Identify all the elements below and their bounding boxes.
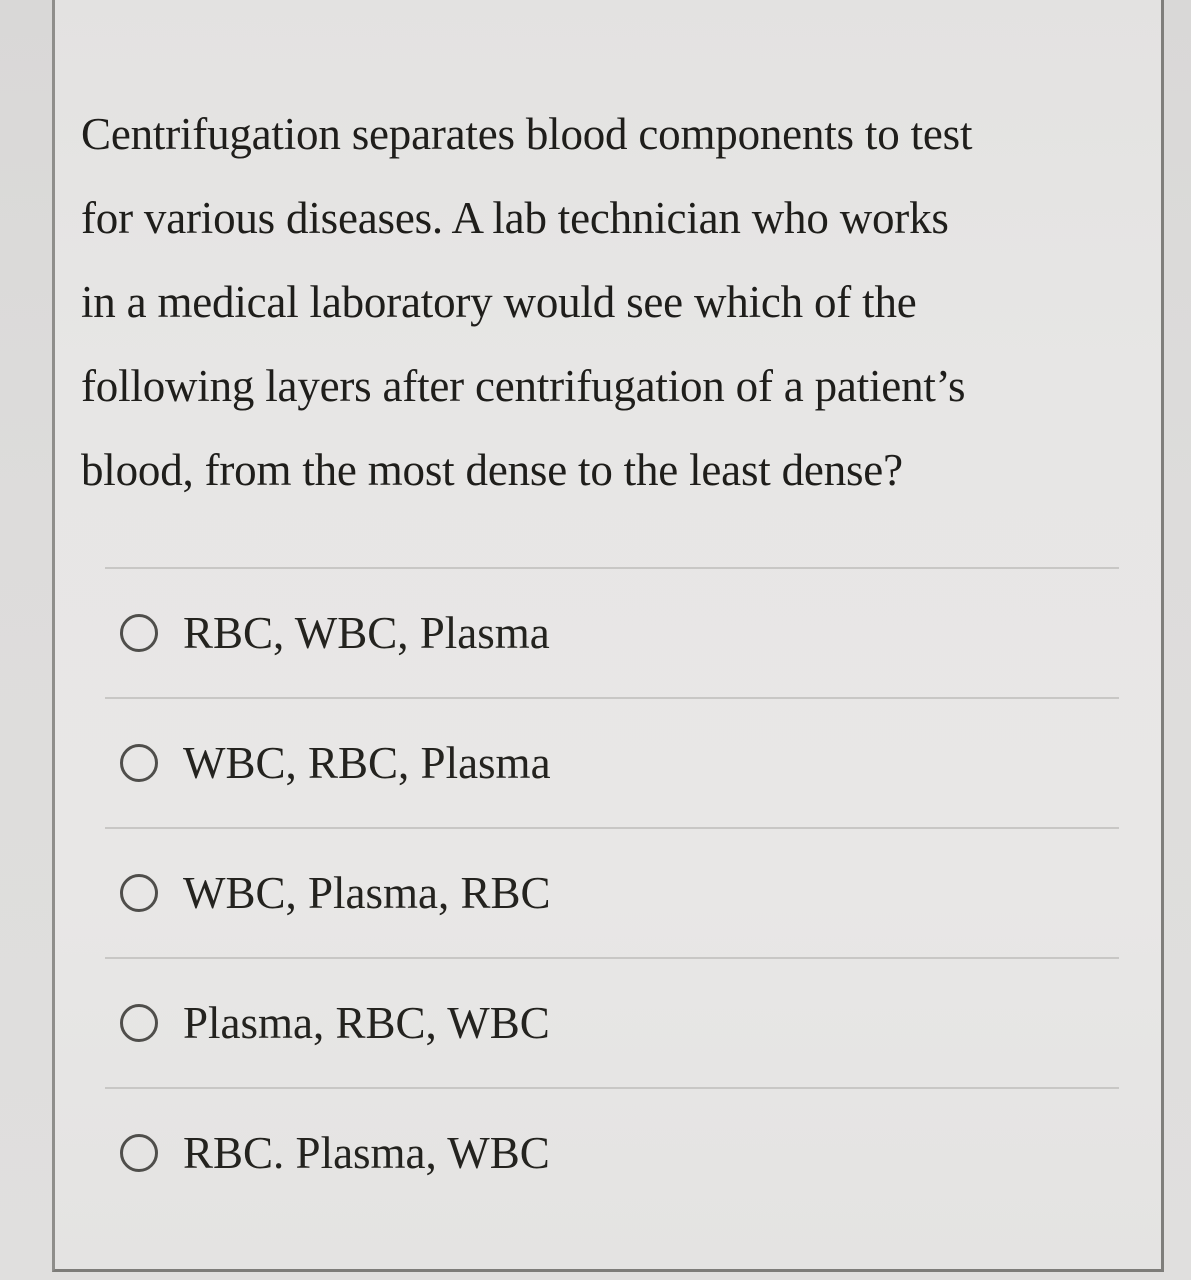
answer-option-5[interactable] — [105, 1089, 1119, 1217]
answer-option-label: WBC, Plasma, RBC — [183, 868, 551, 918]
answer-option-4[interactable] — [105, 959, 1119, 1087]
answer-option-label: RBC. Plasma, WBC — [183, 1128, 550, 1178]
answer-options — [105, 567, 1119, 1217]
answer-option-label: Plasma, RBC, WBC — [183, 998, 550, 1048]
radio-unchecked-icon[interactable] — [120, 744, 158, 782]
answer-option-3[interactable] — [105, 829, 1119, 957]
radio-unchecked-icon[interactable] — [120, 614, 158, 652]
question-text — [81, 92, 1141, 512]
question-card — [52, 0, 1164, 1272]
question-line-2: for various diseases. A lab technician who works — [81, 193, 949, 243]
radio-unchecked-icon[interactable] — [120, 1004, 158, 1042]
question-line-1: Centrifugation separates blood components to test — [81, 109, 973, 159]
question-line-3: in a medical laboratory would see which of the — [81, 277, 917, 327]
answer-option-label: RBC, WBC, Plasma — [183, 608, 550, 658]
answer-option-label: WBC, RBC, Plasma — [183, 738, 551, 788]
answer-option-2[interactable] — [105, 699, 1119, 827]
radio-unchecked-icon[interactable] — [120, 874, 158, 912]
answer-option-1[interactable] — [105, 569, 1119, 697]
question-line-5: blood, from the most dense to the least dense? — [81, 445, 903, 495]
question-line-4: following layers after centrifugation of a patient’s — [81, 361, 966, 411]
radio-unchecked-icon[interactable] — [120, 1134, 158, 1172]
